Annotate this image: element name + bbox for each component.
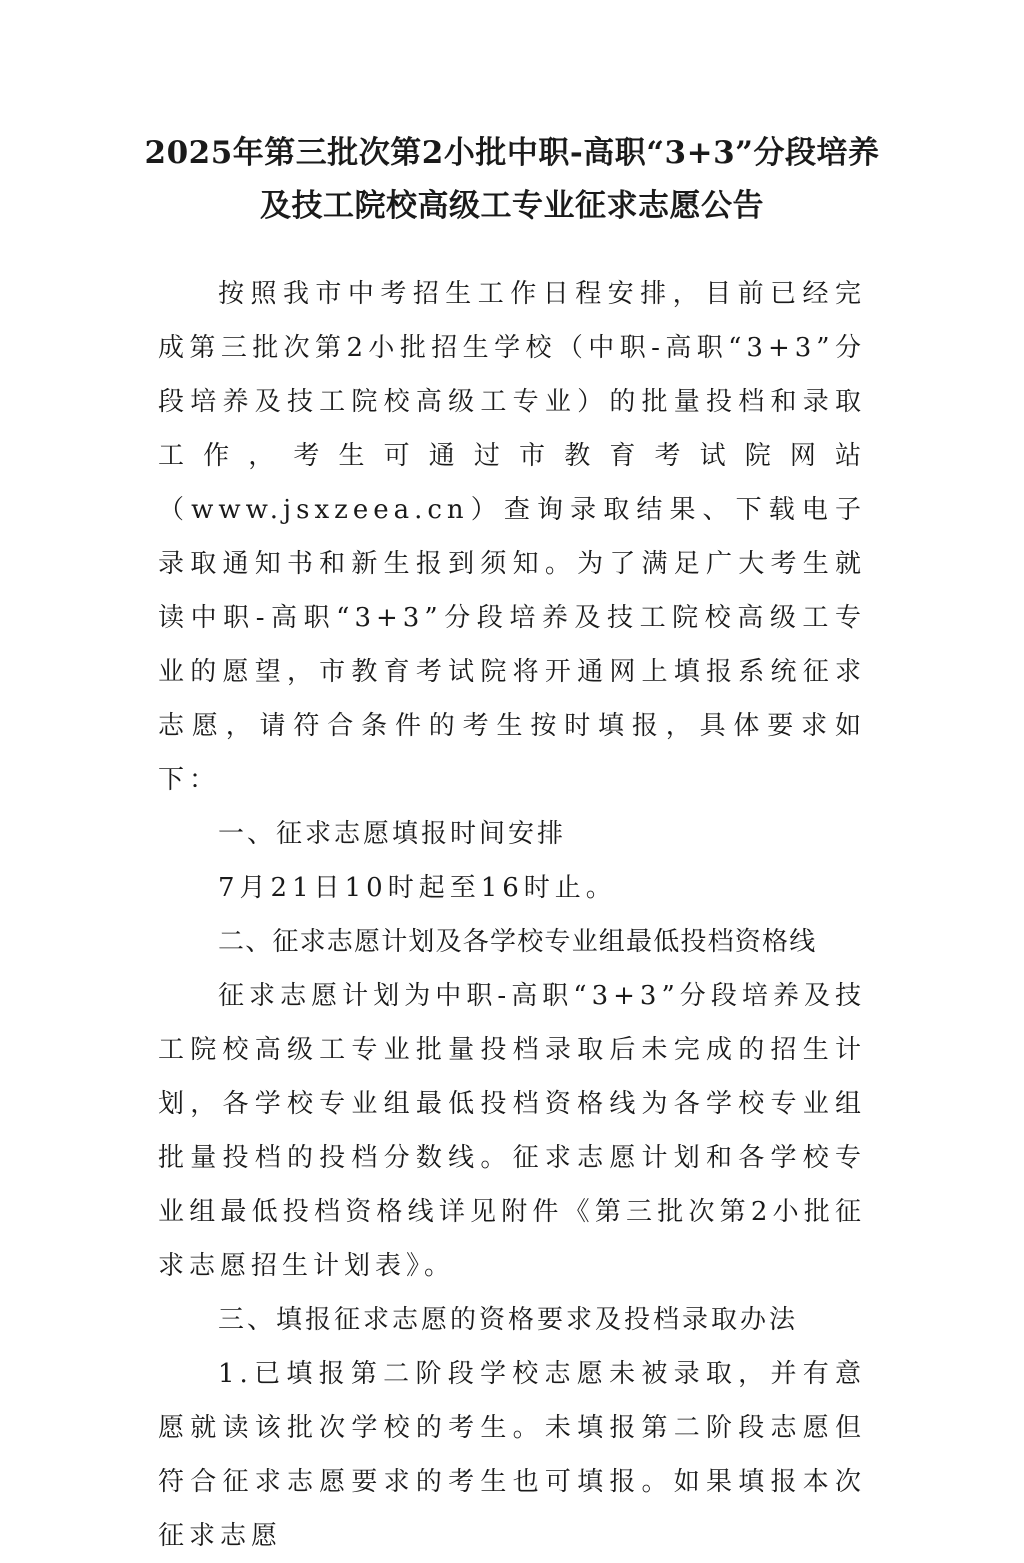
intro-paragraph: 按照我市中考招生工作日程安排，目前已经完成第三批次第2小批招生学校（中职-高职“3+3”分段培养及技工院校高级工专业）的批量投档和录取工作，考生可通过市教育考试院网站（www.jsxzeea.cn）查询录取结果、下载电子录取通知书和新生报到须知。为了满足广大考生就读中职-高职“3+3”分段培养及技工院校高级工专业的愿望，市教育考试院将开通网上填报系统征求志愿，请符合条件的考生按时填报，具体要求如下：: [158, 279, 866, 795]
section-2-heading: 二、征求志愿计划及各学校专业组最低投档资格线: [218, 927, 817, 957]
section-2-paragraph: 征求志愿计划为中职-高职“3+3”分段培养及技工院校高级工专业批量投档录取后未完成的招生计划，各学校专业组最低投档资格线为各学校专业组批量投档的投档分数线。征求志愿计划和各学校专业组最低投档资格线详见附件《第三批次第2小批征求志愿招生计划表》。: [158, 981, 866, 1281]
section-3-heading: 三、填报征求志愿的资格要求及投档录取办法: [218, 1305, 799, 1335]
document-body: [158, 267, 866, 1563]
section-3-paragraph: 1.已填报第二阶段学校志愿未被录取，并有意愿就读该批次学校的考生。未填报第二阶段志愿但符合征求志愿要求的考生也可填报。如果填报本次征求志愿: [158, 1359, 866, 1551]
document-title-line-1: 2025年第三批次第2小批中职-高职“3+3”分段培养: [144, 135, 880, 171]
section-1-heading: 一、征求志愿填报时间安排: [218, 819, 567, 849]
document-title-line-2: 及技工院校高级工专业征求志愿公告: [260, 188, 764, 224]
section-1-paragraph: 7月21日10时起至16时止。: [218, 873, 617, 903]
